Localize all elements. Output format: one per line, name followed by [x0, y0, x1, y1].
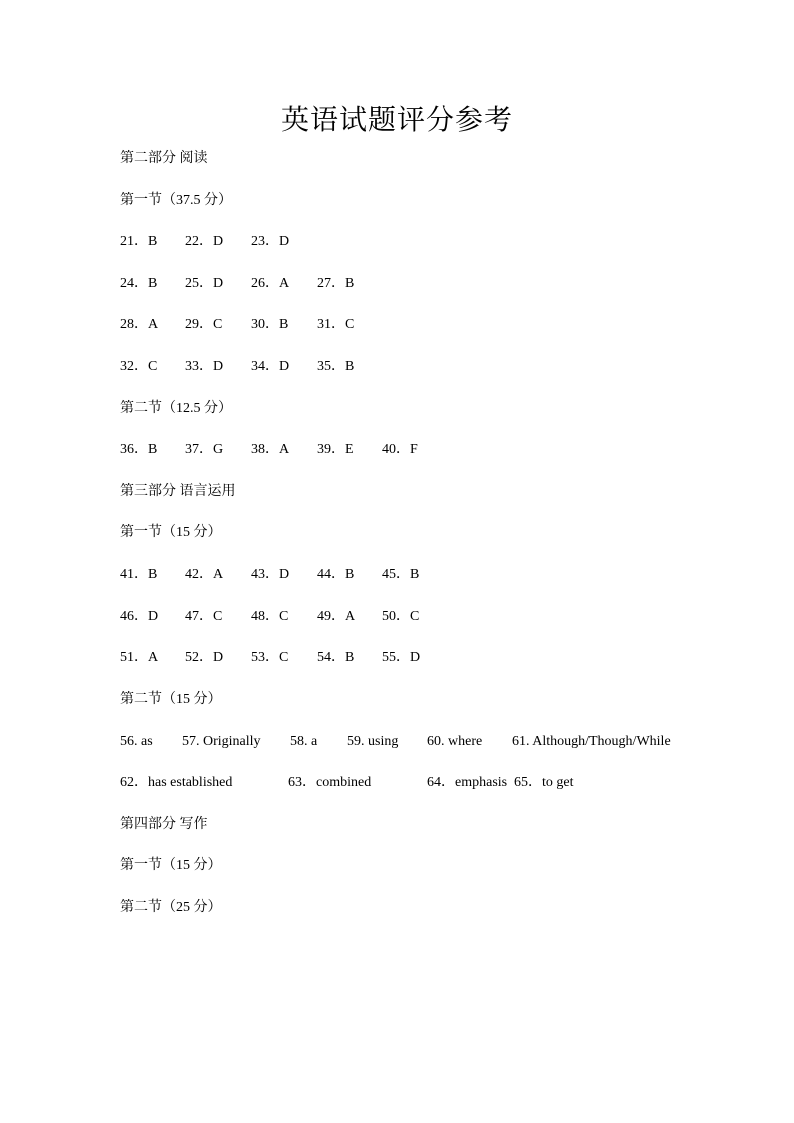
- answer-item: 57. Originally: [182, 734, 261, 749]
- part3-section1-heading: 第一节（15 分）: [120, 525, 222, 540]
- answer-item: 58. a: [290, 734, 318, 749]
- answer-item: 33．D: [185, 359, 224, 374]
- document-title: 英语试题评分参考: [280, 103, 513, 136]
- part2-section2-heading: 第二节（12.5 分）: [120, 401, 232, 416]
- answer-item: 60. where: [427, 734, 483, 749]
- answer-item: 51．A: [120, 650, 159, 665]
- answer-item: 54．B: [317, 650, 355, 665]
- answer-item: 49．A: [317, 609, 356, 624]
- part4-section2-heading: 第二节（25 分）: [120, 900, 222, 915]
- part2-section1-heading: 第一节（37.5 分）: [120, 193, 232, 208]
- answer-item: 56. as: [120, 734, 153, 749]
- part4-heading: 第四部分 写作: [120, 817, 208, 832]
- answer-item: 40．F: [382, 442, 418, 457]
- answer-item: 27．B: [317, 276, 355, 291]
- part4-section1-heading: 第一节（15 分）: [120, 858, 222, 873]
- answer-item: 61. Although/Though/While: [512, 734, 671, 749]
- answer-item: 41．B: [120, 567, 158, 582]
- answer-item: 48．C: [251, 609, 289, 624]
- answer-item: 44．B: [317, 567, 355, 582]
- answer-item: 37．G: [185, 442, 224, 457]
- answer-item: 50．C: [382, 609, 420, 624]
- answer-item: 28．A: [120, 317, 159, 332]
- answer-item: 39．E: [317, 442, 354, 457]
- answer-item: 31．C: [317, 317, 355, 332]
- answer-item: 29．C: [185, 317, 223, 332]
- answer-item: 64．emphasis: [427, 775, 508, 790]
- answer-item: 34．D: [251, 359, 290, 374]
- answer-item: 26．A: [251, 276, 290, 291]
- answer-item: 47．C: [185, 609, 223, 624]
- answer-item: 46．D: [120, 609, 159, 624]
- part3-section2-heading: 第二节（15 分）: [120, 692, 222, 707]
- answer-item: 65．to get: [514, 775, 574, 790]
- answer-item: 62．has established: [120, 775, 233, 790]
- answer-item: 42．A: [185, 567, 224, 582]
- answer-item: 22．D: [185, 234, 224, 249]
- answer-item: 38．A: [251, 442, 290, 457]
- part2-heading: 第二部分 阅读: [120, 151, 208, 166]
- answer-item: 63．combined: [288, 775, 372, 790]
- answer-item: 25．D: [185, 276, 224, 291]
- answer-item: 43．D: [251, 567, 290, 582]
- answer-item: 52．D: [185, 650, 224, 665]
- answer-item: 35．B: [317, 359, 355, 374]
- answer-item: 23．D: [251, 234, 290, 249]
- answer-item: 55．D: [382, 650, 421, 665]
- answer-item: 59. using: [347, 734, 399, 749]
- answer-item: 45．B: [382, 567, 420, 582]
- part3-heading: 第三部分 语言运用: [120, 484, 236, 499]
- answer-item: 53．C: [251, 650, 289, 665]
- answer-item: 32．C: [120, 359, 158, 374]
- answer-item: 30．B: [251, 317, 289, 332]
- answer-item: 24．B: [120, 276, 158, 291]
- answer-item: 21．B: [120, 234, 158, 249]
- answer-item: 36．B: [120, 442, 158, 457]
